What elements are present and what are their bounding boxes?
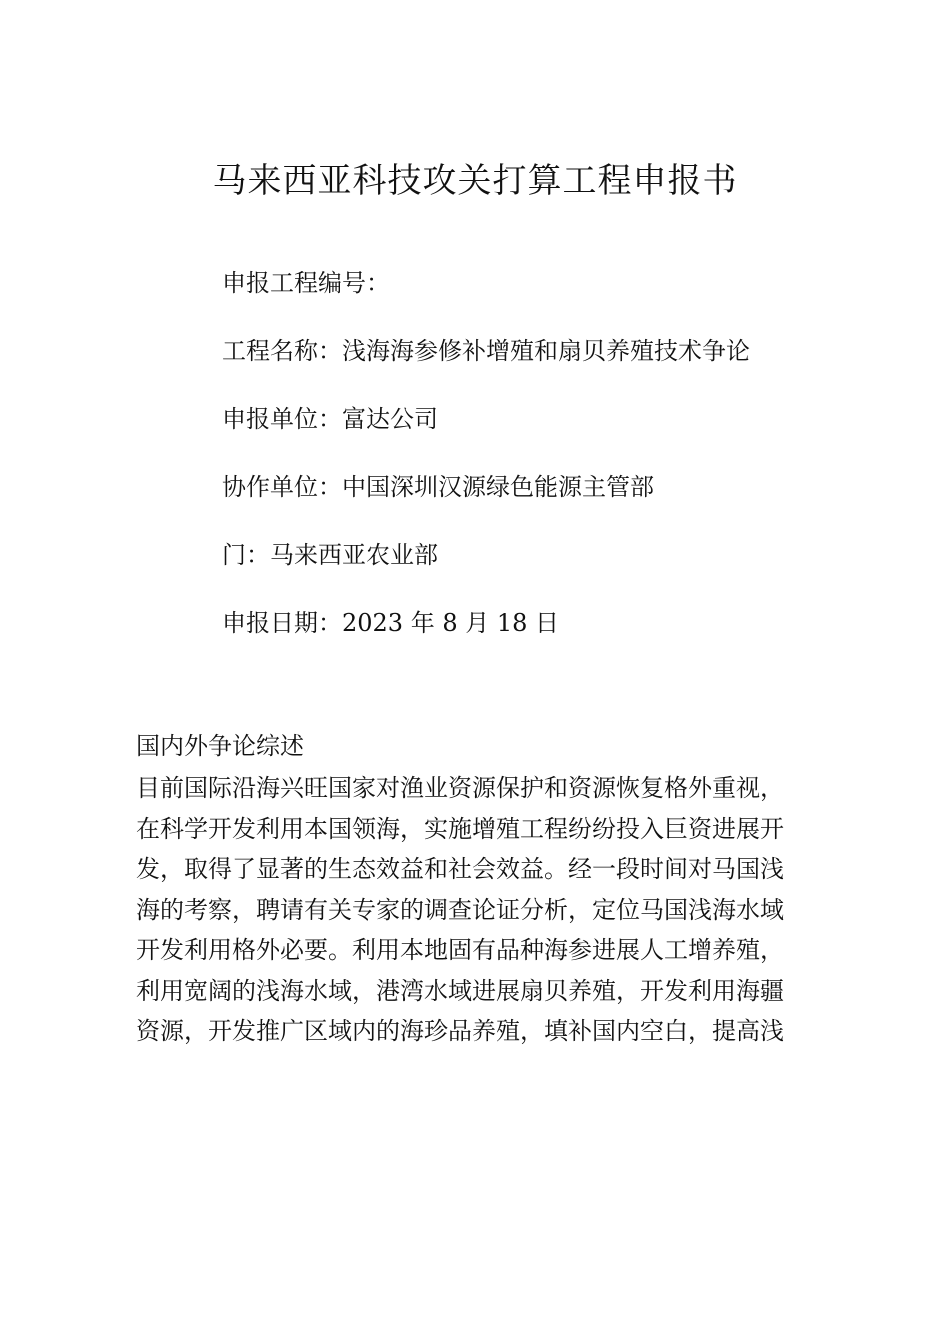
paragraph-line: 资源，开发推广区域内的海珍品养殖，填补国内空白，提高浅 [136, 1017, 784, 1045]
paragraph-line: 在科学开发利用本国领海，实施增殖工程纷纷投入巨资进展开 [136, 814, 784, 843]
project-name-line: 工程名称：浅海海参修补增殖和扇贝养殖技术争论 [222, 337, 750, 365]
paragraph-line: 目前国际沿海兴旺国家对渔业资源保护和资源恢复格外重视， [136, 774, 784, 802]
application-info [222, 266, 862, 674]
research-review-section [136, 728, 816, 1052]
project-number-line: 申报工程编号： [222, 269, 390, 297]
paragraph-line: 利用宽阔的浅海水域，港湾水域进展扇贝养殖，开发利用海疆 [136, 976, 784, 1005]
application-date-line: 申报日期：2023 年 8 月 18 日 [222, 609, 560, 637]
paragraph-line: 发，取得了显著的生态效益和社会效益。经一段时间对马国浅 [136, 855, 784, 883]
cooperating-unit-line: 协作单位：中国深圳汉源绿色能源主管部 [222, 473, 654, 501]
applicant-unit-line: 申报单位：富达公司 [222, 405, 438, 433]
body-paragraph [136, 768, 816, 1052]
document-title: 马来西亚科技攻关打算工程申报书 [212, 161, 738, 201]
section-heading: 国内外争论综述 [136, 732, 304, 760]
paragraph-line: 海的考察，聘请有关专家的调查论证分析，定位马国浅海水域 [136, 895, 784, 924]
paragraph-line: 开发利用格外必要。利用本地固有品种海参进展人工增养殖， [136, 936, 784, 964]
department-line: 门：马来西亚农业部 [222, 541, 438, 569]
